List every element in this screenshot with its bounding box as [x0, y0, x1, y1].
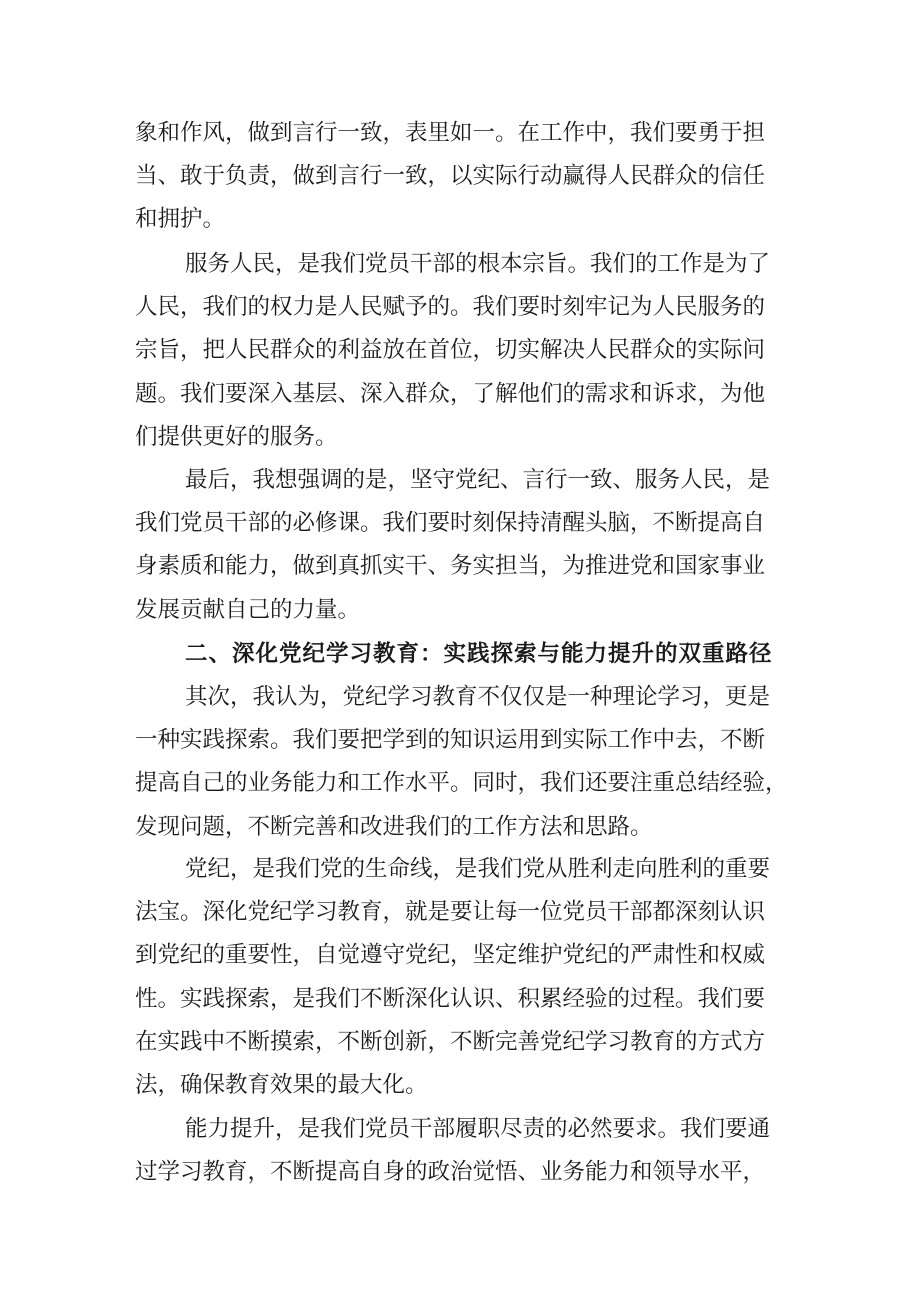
paragraph-line: 法宝。深化党纪学习教育，就是要让每一位党员干部都深刻认识 — [135, 899, 766, 926]
paragraph-line: 发现问题，不断完善和改进我们的工作方法和思路。 — [135, 813, 653, 840]
paragraph-line: 身素质和能力，做到真抓实干、务实担当，为推进党和国家事业 — [135, 553, 766, 580]
paragraph-line: 服务人民，是我们党员干部的根本宗旨。我们的工作是为了 — [185, 251, 771, 277]
paragraph-3 — [135, 459, 785, 632]
paragraph-line: 象和作风，做到言行一致，表里如一。在工作中，我们要勇于担 — [135, 120, 766, 146]
paragraph-5 — [135, 848, 785, 1107]
paragraph-1 — [135, 112, 785, 242]
paragraph-line: 人民，我们的权力是人民赋予的。我们要时刻牢记为人民服务的 — [135, 294, 766, 321]
paragraph-line: 我们党员干部的必修课。我们要时刻保持清醒头脑，不断提高自 — [135, 510, 766, 537]
paragraph-line: 提高自己的业务能力和工作水平。同时，我们还要注重总结经验， — [135, 770, 788, 797]
paragraph-line: 题。我们要深入基层、深入群众，了解他们的需求和诉求，为他 — [135, 380, 766, 407]
paragraph-line: 宗旨，把人民群众的利益放在首位，切实解决人民群众的实际问 — [135, 337, 766, 364]
paragraph-line: 到党纪的重要性，自觉遵守党纪，坚定维护党纪的严肃性和权威 — [135, 942, 766, 969]
paragraph-line: 法，确保教育效果的最大化。 — [135, 1071, 428, 1098]
paragraph-line: 最后，我想强调的是，坚守党纪、言行一致、服务人民，是 — [185, 467, 771, 493]
paragraph-line: 们提供更好的服务。 — [135, 423, 338, 450]
section-heading: 二、深化党纪学习教育：实践探索与能力提升的双重路径 — [185, 641, 773, 667]
paragraph-6 — [135, 1108, 785, 1194]
paragraph-line: 发展贡献自己的力量。 — [135, 596, 361, 623]
paragraph-line: 党纪，是我们党的生命线，是我们党从胜利走向胜利的重要 — [185, 856, 771, 882]
paragraph-line: 一种实践探索。我们要把学到的知识运用到实际工作中去，不断 — [135, 727, 766, 754]
paragraph-line: 其次，我认为，党纪学习教育不仅仅是一种理论学习，更是 — [185, 684, 771, 710]
paragraph-line: 在实践中不断摸索，不断创新，不断完善党纪学习教育的方式方 — [135, 1028, 766, 1055]
paragraph-line: 当、敢于负责，做到言行一致，以实际行动赢得人民群众的信任 — [135, 163, 766, 190]
paragraph-2 — [135, 243, 785, 459]
paragraph-line: 性。实践探索，是我们不断深化认识、积累经验的过程。我们要 — [135, 985, 766, 1012]
paragraph-4 — [135, 676, 788, 849]
paragraph-line: 能力提升，是我们党员干部履职尽责的必然要求。我们要通 — [185, 1116, 771, 1142]
paragraph-line: 过学习教育，不断提高自身的政治觉悟、业务能力和领导水平， — [135, 1159, 766, 1186]
paragraph-line: 和拥护。 — [135, 206, 226, 233]
